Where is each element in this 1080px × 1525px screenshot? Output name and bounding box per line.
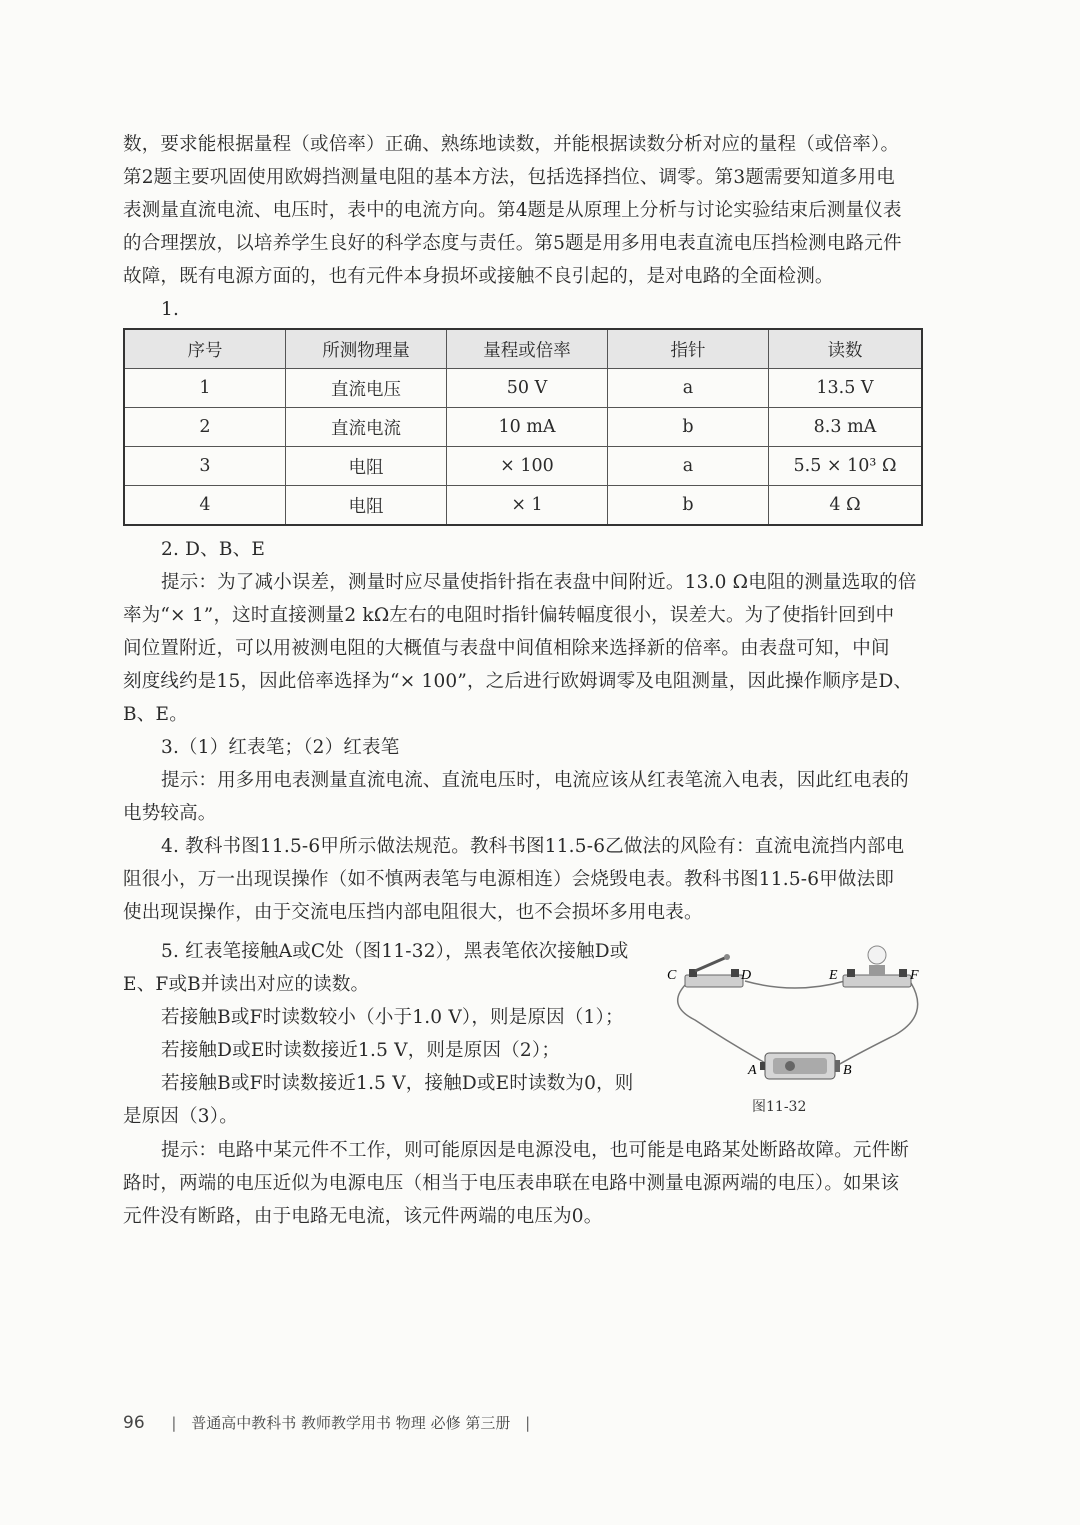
- readings-table: [123, 328, 923, 526]
- question-5-hint-line: 路时，两端的电压近似为电源电压（相当于电压表串联在电路中测量电源两端的电压）。如果该: [123, 1173, 900, 1194]
- label-c: C: [667, 968, 677, 983]
- table-row: [124, 447, 922, 486]
- intro-line: 第2题主要巩固使用欧姆挡测量电阻的基本方法，包括选择挡位、调零。第3题需要知道多用电: [123, 167, 895, 188]
- footer-divider: |: [525, 1414, 531, 1432]
- intro-paragraph: [123, 128, 923, 326]
- cell-pointer: b: [608, 408, 769, 447]
- question-1-label: 1.: [161, 299, 180, 320]
- cell-index: 1: [124, 369, 286, 408]
- label-f: F: [910, 968, 919, 983]
- intro-line: 故障，既有电源方面的，也有元件本身损坏或接触不良引起的，是对电路的全面检测。: [123, 266, 834, 287]
- label-e: E: [829, 968, 838, 983]
- switch-icon: [685, 954, 743, 987]
- cell-index: 3: [124, 447, 286, 486]
- cell-index: 4: [124, 486, 286, 526]
- header-range: 量程或倍率: [447, 329, 608, 369]
- book-title: 普通高中教科书 教师教学用书 物理 必修 第三册: [191, 1414, 511, 1432]
- table-row: [124, 486, 922, 526]
- intro-line: 表测量直流电流、电压时，表中的电流方向。第4题是从原理上分析与讨论实验结束后测量仪表: [123, 200, 902, 221]
- question-5-line: E、F或B并读出对应的读数。: [123, 974, 370, 995]
- intro-line: 的合理摆放，以培养学生良好的科学态度与责任。第5题是用多用电表直流电压挡检测电路元件: [123, 233, 902, 254]
- cell-index: 2: [124, 408, 286, 447]
- bulb-icon: [843, 946, 911, 987]
- answers-section: [123, 533, 923, 929]
- question-2-answer: 2. D、B、E: [161, 539, 266, 560]
- question-3-hint-line: 提示：用多用电表测量直流电流、直流电压时，电流应该从红表笔流入电表，因此红电表的: [161, 770, 910, 791]
- cell-range: 10 mA: [447, 408, 608, 447]
- question-5-line: 若接触B或F时读数接近1.5 V，接触D或E时读数为0，则: [161, 1073, 634, 1094]
- question-2-hint-line: 提示：为了减小误差，测量时应尽量使指针指在表盘中间附近。13.0 Ω电阻的测量选取的倍: [161, 572, 917, 593]
- intro-line: 数，要求能根据量程（或倍率）正确、熟练地读数，并能根据读数分析对应的量程（或倍率）。: [123, 134, 900, 155]
- question-2-hint-line: 间位置附近，可以用被测电阻的大概值与表盘中间值相除来选择新的倍率。由表盘可知，中间: [123, 638, 890, 659]
- question-5-line: 若接触B或F时读数较小（小于1.0 V），则是原因（1）；: [161, 1007, 624, 1028]
- question-4-line: 4. 教科书图11.5-6甲所示做法规范。教科书图11.5-6乙做法的风险有：直流电流挡内部电: [161, 836, 905, 857]
- cell-quantity: 电阻: [286, 447, 447, 486]
- question-5-line: 5. 红表笔接触A或C处（图11-32），黑表笔依次接触D或: [161, 941, 629, 962]
- header-reading: 读数: [769, 329, 923, 369]
- label-d: D: [741, 968, 752, 983]
- cell-pointer: b: [608, 486, 769, 526]
- cell-reading: 5.5 × 10³ Ω: [769, 447, 923, 486]
- question-4-line: 阻很小，万一出现误操作（如不慎两表笔与电源相连）会烧毁电表。教科书图11.5-6甲做法即: [123, 869, 895, 890]
- cell-pointer: a: [608, 369, 769, 408]
- question-3-answer: 3.（1）红表笔；（2）红表笔: [161, 737, 400, 758]
- cell-range: × 1: [447, 486, 608, 526]
- question-5-line: 若接触D或E时读数接近1.5 V，则是原因（2）；: [161, 1040, 561, 1061]
- battery-icon: [760, 1053, 840, 1079]
- question-2-hint-line: 率为“× 1”，这时直接测量2 kΩ左右的电阻时指针偏转幅度很小，误差大。为了使指针回到中: [123, 605, 895, 626]
- table-row: [124, 369, 922, 408]
- cell-quantity: 电阻: [286, 486, 447, 526]
- question-3-hint-line: 电势较高。: [123, 803, 217, 824]
- cell-quantity: 直流电流: [286, 408, 447, 447]
- cell-quantity: 直流电压: [286, 369, 447, 408]
- question-2-hint-line: B、E。: [123, 704, 188, 725]
- figure-caption: 图11-32: [752, 1099, 807, 1115]
- footer-divider: |: [171, 1414, 177, 1432]
- label-b: B: [843, 1063, 852, 1078]
- header-index: 序号: [124, 329, 286, 369]
- wire-icon: [831, 983, 918, 1069]
- cell-reading: 8.3 mA: [769, 408, 923, 447]
- question-5-hint-line: 提示：电路中某元件不工作，则可能原因是电源没电，也可能是电路某处断路故障。元件断: [161, 1140, 910, 1161]
- circuit-figure: [665, 945, 925, 1120]
- table-row: [124, 408, 922, 447]
- cell-range: 50 V: [447, 369, 608, 408]
- question-4-line: 使出现误操作，由于交流电压挡内部电阻很大，也不会损坏多用电表。: [123, 902, 703, 923]
- page-number: 96: [123, 1413, 145, 1433]
- header-quantity: 所测物理量: [286, 329, 447, 369]
- cell-reading: 13.5 V: [769, 369, 923, 408]
- cell-pointer: a: [608, 447, 769, 486]
- question-5-hint: [123, 1134, 923, 1233]
- question-5-line: 是原因（3）。: [123, 1106, 238, 1127]
- cell-reading: 4 Ω: [769, 486, 923, 526]
- wire-icon: [678, 983, 773, 1073]
- question-5-hint-line: 元件没有断路，由于电路无电流，该元件两端的电压为0。: [123, 1206, 603, 1227]
- table-header-row: [124, 329, 922, 369]
- label-a: A: [748, 1063, 757, 1078]
- header-pointer: 指针: [608, 329, 769, 369]
- page-footer: [123, 1412, 540, 1433]
- cell-range: × 100: [447, 447, 608, 486]
- question-2-hint-line: 刻度线约是15，因此倍率选择为“× 100”，之后进行欧姆调零及电阻测量，因此操作顺序是D、: [123, 671, 913, 692]
- question-5-section: [123, 935, 663, 1133]
